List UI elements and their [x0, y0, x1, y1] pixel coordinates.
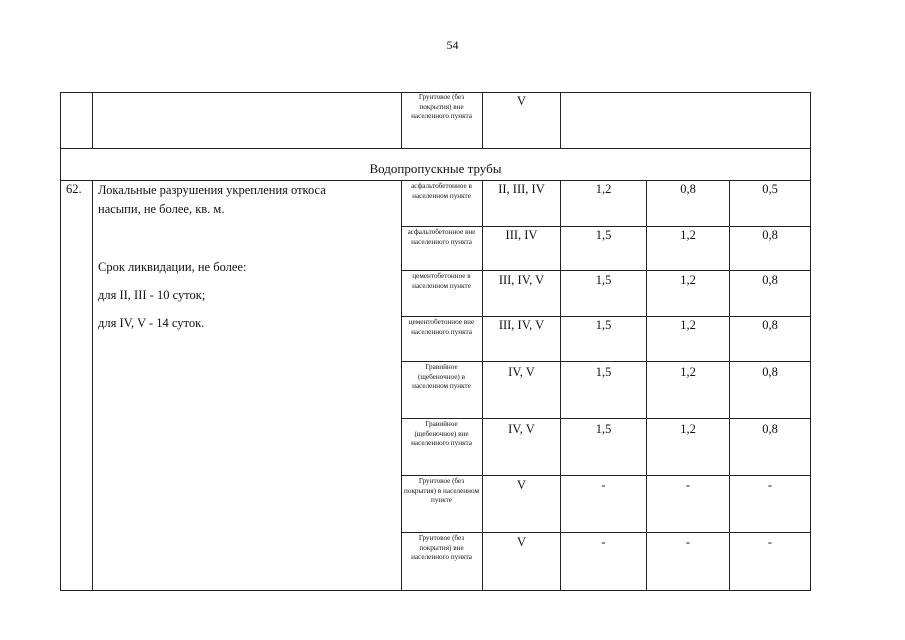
value-cell: 0,8: [762, 228, 778, 242]
value-cell: -: [767, 478, 773, 492]
table-rule: [401, 418, 811, 419]
value-cell: 0,8: [762, 273, 778, 287]
surface-type-cell: асфальтобетонное в населенном пункте: [411, 182, 472, 200]
road-category-cell: III, IV: [505, 228, 538, 242]
table-rule: [401, 180, 402, 591]
table-rule: [401, 475, 811, 476]
surface-type-cell: Грунтовое (без покрытия) вне населенного пункта: [411, 534, 472, 562]
table-rule: [92, 92, 93, 148]
value-cell: 0,8: [680, 182, 696, 196]
road-category-cell: V: [516, 535, 527, 549]
item-number: 62.: [66, 182, 82, 196]
item-description-line: Локальные разрушения укрепления откоса: [98, 183, 326, 197]
value-cell: 0,8: [762, 422, 778, 436]
table-border-bottom: [60, 590, 811, 591]
surface-type-cell: Грунтовое (без покрытия) вне населенного пункта: [411, 93, 472, 121]
table-rule: [60, 148, 811, 149]
road-category-cell: V: [516, 478, 527, 492]
table-rule: [560, 92, 561, 148]
value-cell: -: [767, 535, 773, 549]
term-title: Срок ликвидации, не более:: [98, 260, 247, 274]
term-line: для II, III - 10 суток;: [98, 288, 206, 302]
surface-type-cell: Гравийное (щебеночное) в населенном пункте: [412, 363, 471, 391]
value-cell: 1,2: [680, 422, 696, 436]
value-cell: 1,2: [680, 273, 696, 287]
road-category-cell: II, III, IV: [498, 182, 545, 196]
table-rule: [401, 532, 811, 533]
road-category-cell: III, IV, V: [498, 273, 545, 287]
value-cell: 1,5: [595, 273, 612, 287]
table-rule: [401, 361, 811, 362]
table-rule: [401, 92, 402, 148]
table-rule: [401, 270, 811, 271]
section-title: Водопропускные трубы: [369, 161, 502, 176]
term-line: для IV, V - 14 суток.: [98, 316, 205, 330]
value-cell: -: [601, 478, 606, 492]
surface-type-cell: Гравийное (щебеночное) вне населенного пункта: [411, 420, 472, 448]
value-cell: 1,2: [680, 365, 696, 379]
page-number: 54: [446, 38, 459, 52]
table-rule: [401, 226, 811, 227]
value-cell: 0,8: [762, 318, 778, 332]
value-cell: -: [685, 478, 691, 492]
elimination-term: [98, 258, 398, 333]
table-rule: [401, 316, 811, 317]
item-description: [98, 181, 398, 219]
value-cell: 0,5: [762, 182, 778, 196]
value-cell: 1,5: [595, 318, 612, 332]
surface-type-cell: цементобетонное вне населенного пункта: [408, 318, 475, 336]
value-cell: 1,5: [595, 228, 612, 242]
value-cell: -: [601, 535, 606, 549]
value-cell: 1,2: [595, 182, 612, 196]
value-cell: 1,2: [680, 228, 696, 242]
surface-type-cell: цементобетонное в населенном пункте: [412, 272, 471, 290]
value-cell: 1,5: [595, 365, 612, 379]
value-cell: 1,2: [680, 318, 696, 332]
value-cell: -: [685, 535, 691, 549]
road-category-cell: IV, V: [508, 365, 535, 379]
table-rule: [92, 180, 93, 591]
surface-type-cell: асфальтобетонное вне населенного пункта: [407, 228, 476, 246]
item-description-line: насыпи, не более, кв. м.: [98, 202, 225, 216]
road-category-cell: III, IV, V: [498, 318, 545, 332]
road-category-cell: V: [516, 94, 527, 108]
road-category-cell: IV, V: [508, 422, 535, 436]
surface-type-cell: Грунтовое (без покрытия) в населенном пункте: [404, 477, 479, 505]
value-cell: 1,5: [595, 422, 612, 436]
value-cell: 0,8: [762, 365, 778, 379]
